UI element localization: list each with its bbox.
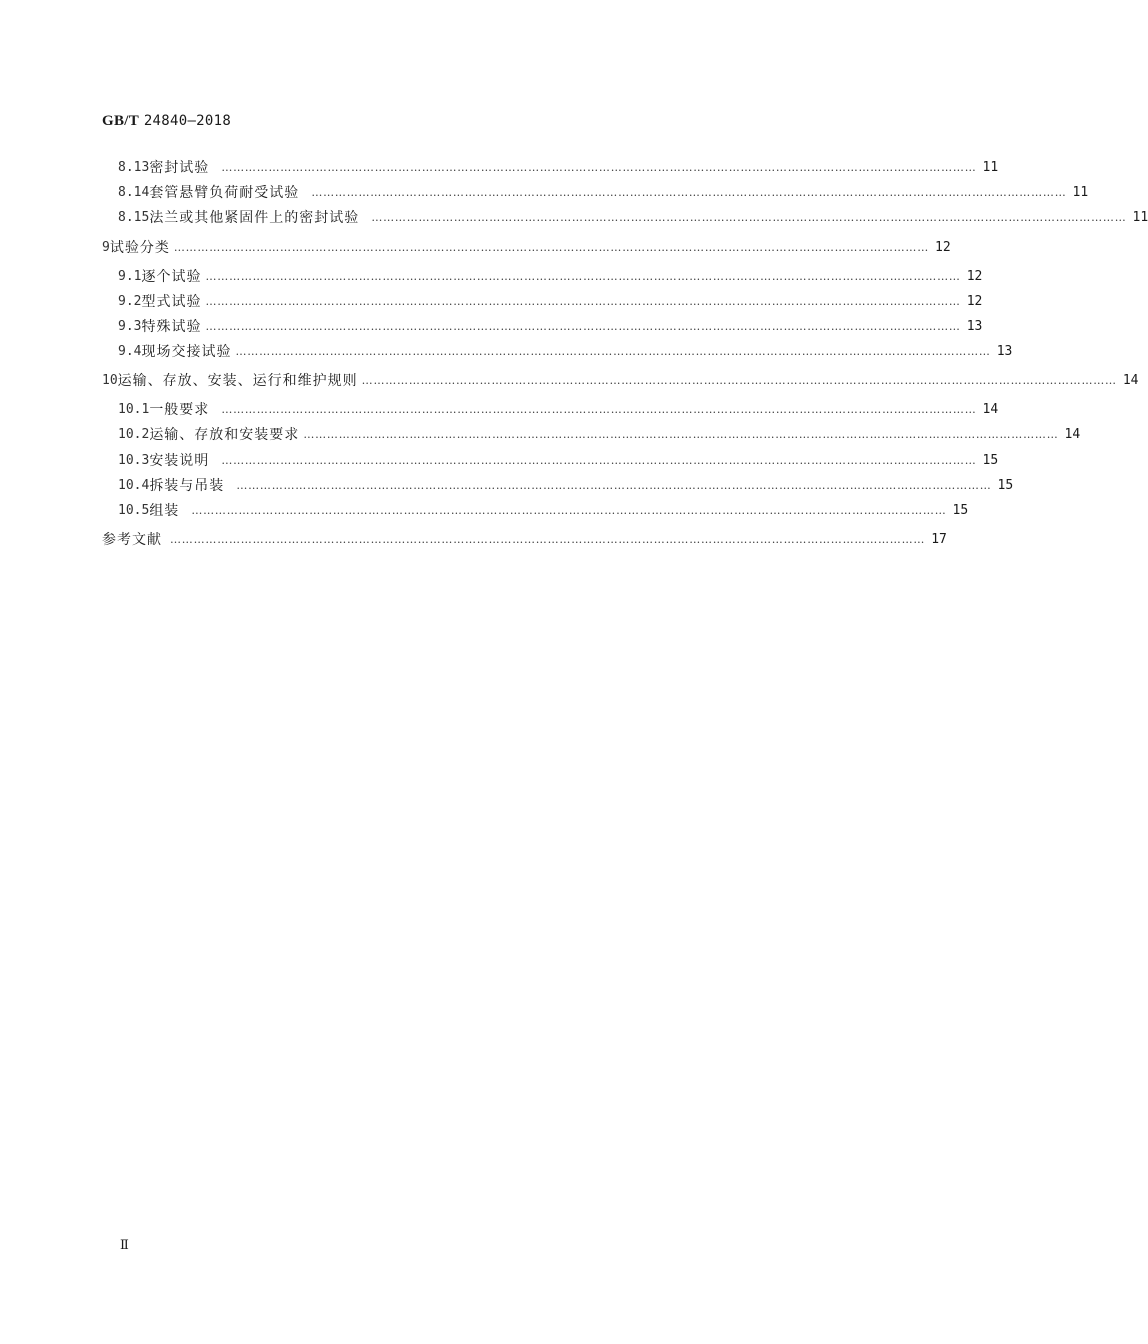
toc-leader-dots: ………………………………………………………………………………………………………………………………………………………………………… xyxy=(303,427,1059,441)
toc-entry-title: 运输、存放和安装要求 xyxy=(149,427,300,443)
toc-leader-dots: ………………………………………………………………………………………………………………………………………………………………………… xyxy=(361,373,1117,387)
toc-entry-number: 8.14 xyxy=(118,184,150,200)
toc-leader-dots: ………………………………………………………………………………………………………………………………………………………………………… xyxy=(205,294,961,308)
toc-entry-page: 12 xyxy=(966,268,983,284)
toc-entry-number: 10.1 xyxy=(118,401,150,417)
toc-leader-dots: ………………………………………………………………………………………………………………………………………………………………………… xyxy=(221,402,977,416)
toc-entry-page: 11 xyxy=(1132,209,1148,225)
toc-entry-bibliography[interactable] xyxy=(102,528,947,550)
toc-entry-number: 10.5 xyxy=(118,502,150,518)
toc-entry-page: 15 xyxy=(952,502,969,518)
toc-entry-title: 逐个试验 xyxy=(141,269,202,285)
toc-leader-dots: ………………………………………………………………………………………………………………………………………………………………………… xyxy=(205,269,961,283)
toc-entry-page: 12 xyxy=(935,239,951,255)
toc-entry-title: 密封试验 xyxy=(149,160,210,176)
toc-entry-page: 13 xyxy=(996,343,1013,359)
toc-entry-title: 法兰或其他紧固件上的密封试验 xyxy=(149,210,360,226)
toc-entry-page: 11 xyxy=(982,159,999,175)
toc-entry-title: 套管悬臂负荷耐受试验 xyxy=(149,185,300,201)
toc-entry[interactable] xyxy=(118,499,969,521)
toc-entry-title: 试验分类 xyxy=(109,240,170,256)
toc-entry-page: 14 xyxy=(982,401,999,417)
toc-entry-title: 运输、存放、安装、运行和维护规则 xyxy=(117,373,358,389)
toc-leader-dots: ………………………………………………………………………………………………………………………………………………………………………… xyxy=(221,453,977,467)
toc-entry-number: 10 xyxy=(102,372,118,388)
toc-entry-title: 现场交接试验 xyxy=(141,344,232,360)
toc-entry-number: 9.1 xyxy=(118,268,142,284)
standard-code xyxy=(102,113,231,130)
toc-entry-page: 11 xyxy=(1072,184,1089,200)
toc-entry[interactable] xyxy=(118,156,999,178)
toc-entry-title: 特殊试验 xyxy=(141,319,202,335)
toc-entry-number: 9.2 xyxy=(118,293,142,309)
standard-prefix: GB/T xyxy=(102,113,140,129)
toc-entry-title: 一般要求 xyxy=(149,402,210,418)
toc-entry-page: 13 xyxy=(966,318,983,334)
toc-entry-number: 9.4 xyxy=(118,343,142,359)
toc-entry[interactable] xyxy=(118,340,1013,362)
toc-leader-dots: ………………………………………………………………………………………………………………………………………………………………………… xyxy=(371,210,1127,224)
toc-entry[interactable] xyxy=(118,181,1089,203)
toc-entry-title: 拆装与吊装 xyxy=(149,478,225,494)
toc-entry-page: 12 xyxy=(966,293,983,309)
toc-entry-title: 组装 xyxy=(149,503,180,519)
page-number: Ⅱ xyxy=(120,1238,129,1253)
toc-entry[interactable] xyxy=(118,423,1081,445)
toc-leader-dots: ………………………………………………………………………………………………………………………………………………………………………… xyxy=(221,160,977,174)
toc-entry[interactable] xyxy=(118,449,999,471)
toc-entry-number: 8.13 xyxy=(118,159,150,175)
toc-entry-number: 10.2 xyxy=(118,426,150,442)
toc-entry[interactable] xyxy=(118,474,1014,496)
toc-leader-dots: ………………………………………………………………………………………………………………………………………………………………………… xyxy=(205,319,961,333)
toc-entry[interactable] xyxy=(102,369,1139,391)
toc-entry-page: 15 xyxy=(997,477,1014,493)
toc-entry[interactable] xyxy=(118,315,983,337)
toc-leader-dots: ………………………………………………………………………………………………………………………………………………………………………… xyxy=(311,185,1067,199)
toc-leader-dots: ………………………………………………………………………………………………………………………………………………………………………… xyxy=(236,478,992,492)
toc-entry-page: 14 xyxy=(1122,372,1139,388)
toc-entry-page: 15 xyxy=(982,452,999,468)
toc-entry-page: 14 xyxy=(1064,426,1081,442)
toc-entry[interactable] xyxy=(118,398,999,420)
toc-entry-number: 8.15 xyxy=(118,209,150,225)
standard-number: 24840—2018 xyxy=(143,113,232,129)
toc-entry-page: 17 xyxy=(931,531,947,547)
toc-entry-title: 型式试验 xyxy=(141,294,202,310)
toc-entry[interactable] xyxy=(118,206,1148,228)
toc-entry[interactable] xyxy=(118,265,983,287)
toc-entry[interactable] xyxy=(102,236,951,258)
toc-entry-number: 10.4 xyxy=(118,477,150,493)
toc-entry-number: 10.3 xyxy=(118,452,150,468)
toc-leader-dots: ………………………………………………………………………………………………………………………………………………………………………… xyxy=(191,503,947,517)
toc-entry-number: 9.3 xyxy=(118,318,142,334)
toc-entry[interactable] xyxy=(118,290,983,312)
toc-entry-number: 9 xyxy=(102,239,110,255)
toc-leader-dots: ………………………………………………………………………………………………………………………………………………………………………… xyxy=(173,240,930,254)
toc-entry-title: 安装说明 xyxy=(149,453,210,469)
toc-leader-dots: ………………………………………………………………………………………………………………………………………………………………………… xyxy=(170,532,926,546)
toc-entry-title: 参考文献 xyxy=(102,532,162,548)
toc-leader-dots: ………………………………………………………………………………………………………………………………………………………………………… xyxy=(235,344,991,358)
